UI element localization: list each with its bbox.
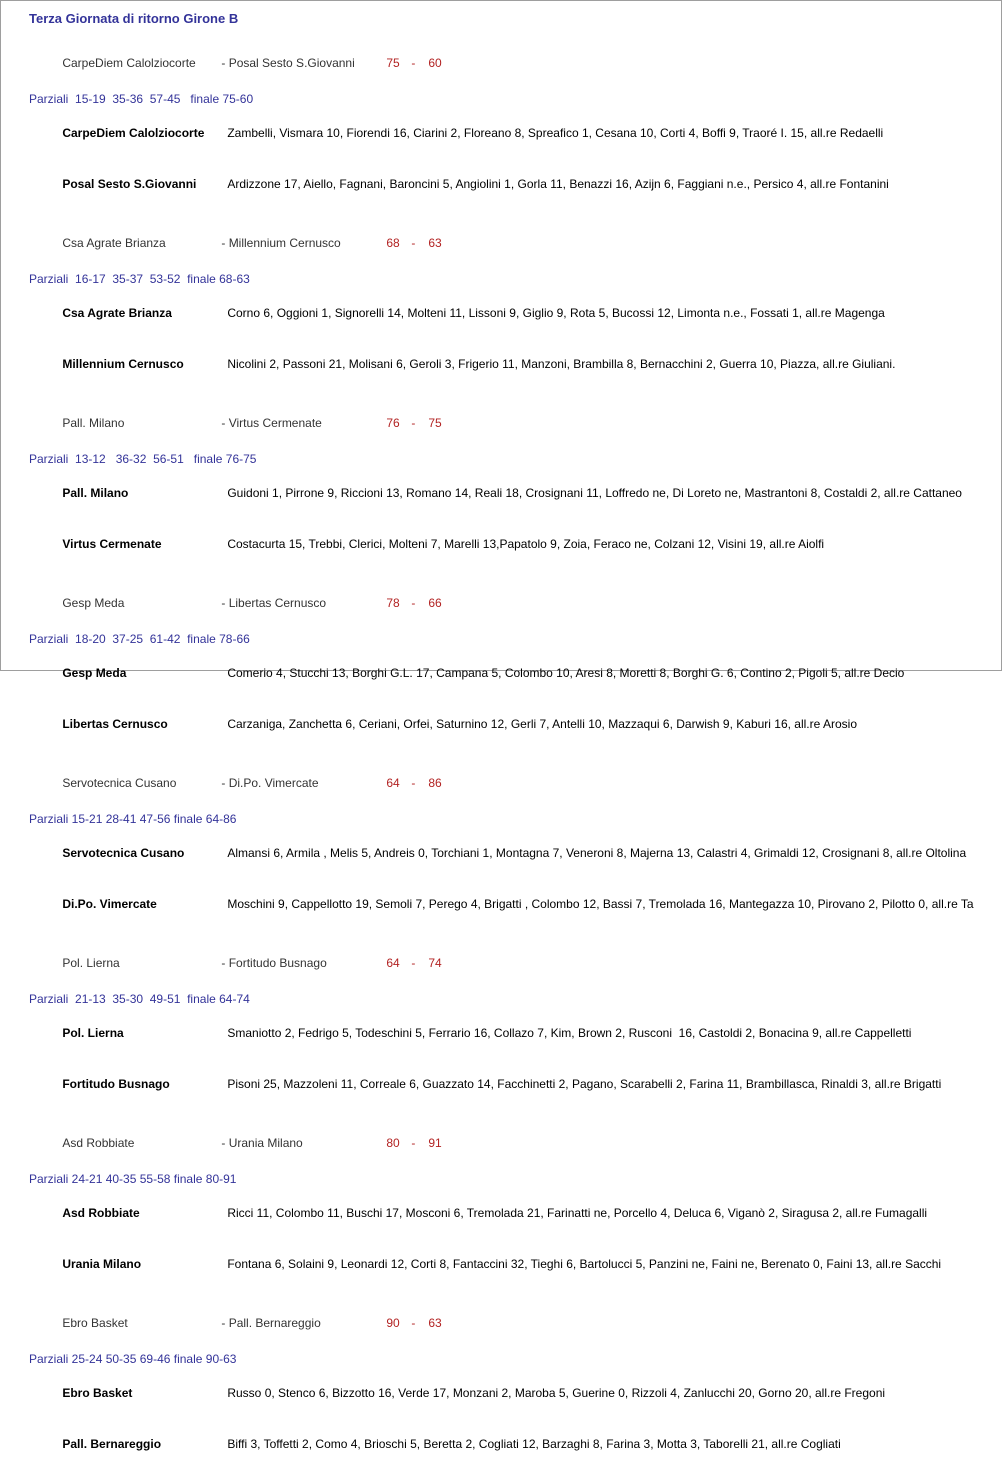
home-roster-row (29, 1008, 1001, 1059)
home-team-label: Csa Agrate Brianza (62, 306, 172, 320)
home-team-name: Pall. Milano (62, 416, 125, 430)
home-team-label: Ebro Basket (62, 1386, 133, 1400)
match-header-row (29, 218, 1001, 269)
away-team-label: Millennium Cernusco (62, 357, 184, 371)
home-roster: Zambelli, Vismara 10, Fiorendi 16, Ciarini 2, Floreano 8, Spreafico 1, Cesana 10, Corti 4, Boffi 9, Traoré I. 15, all.re Redaelli (227, 126, 884, 140)
away-team-name: Pall. Bernareggio (228, 1316, 321, 1330)
match-block (29, 1298, 1001, 1470)
away-team-cell (221, 415, 386, 432)
home-roster: Smaniotto 2, Fedrigo 5, Todeschini 5, Ferrario 16, Collazo 7, Kim, Brown 2, Rusconi 16, Castoldi 2, Bonacina 9, all.re Cappelletti (227, 1026, 912, 1040)
away-roster: Biffi 3, Toffetti 2, Como 4, Brioschi 5, Beretta 2, Cogliati 12, Barzaghi 8, Farina 3, Motta 3, Taborelli 21, all.re Cogliati (227, 1437, 841, 1451)
away-roster: Costacurta 15, Trebbi, Clerici, Molteni 7, Marelli 13,Papatolo 9, Zoia, Feraco ne, Colzani 12, Visini 19, all.re Aiolfi (227, 537, 825, 551)
final-score (386, 416, 441, 430)
home-roster: Guidoni 1, Pirrone 9, Riccioni 13, Romano 14, Reali 18, Crosignani 11, Loffredo ne, Di Loreto ne, Mastrantoni 8, Costaldi 2, all.re Cattaneo (227, 486, 962, 500)
away-roster-row (29, 159, 1001, 210)
away-team-name: Virtus Cermenate (228, 416, 322, 430)
away-team-cell (221, 955, 386, 972)
away-team-cell (221, 235, 386, 252)
away-team-name: Libertas Cernusco (228, 596, 327, 610)
away-roster: Fontana 6, Solaini 9, Leonardi 12, Corti 8, Fantaccini 32, Tieghi 6, Bartolucci 5, Panzini ne, Faini ne, Berenato 0, Faini 13, all.re Sacchi (227, 1257, 942, 1271)
away-team-cell (221, 1315, 386, 1332)
match-header-row (29, 398, 1001, 449)
match-header-row (29, 1118, 1001, 1169)
score-separator-dash: - (411, 956, 416, 970)
score-separator-dash: - (411, 596, 416, 610)
match-header-row (29, 938, 1001, 989)
away-roster-row (29, 699, 1001, 750)
away-roster-row (29, 879, 1001, 930)
away-score: 66 (428, 596, 442, 610)
away-team-label: Libertas Cernusco (62, 717, 168, 731)
match-block (29, 1118, 1001, 1290)
score-separator-dash: - (411, 1136, 416, 1150)
team-separator-dash: - (221, 56, 229, 70)
team-separator-dash: - (221, 1316, 229, 1330)
match-list (29, 38, 1001, 1470)
home-team-name: Pol. Lierna (62, 956, 120, 970)
match-header-row (29, 578, 1001, 629)
match-block (29, 578, 1001, 750)
partial-scores-line: Parziali 18-20 37-25 61-42 finale 78-66 (29, 632, 250, 646)
team-separator-dash: - (221, 1136, 229, 1150)
home-team-name: Gesp Meda (62, 596, 125, 610)
partial-scores-line: Parziali 25-24 50-35 69-46 finale 90-63 (29, 1352, 237, 1366)
page-title: Terza Giornata di ritorno Girone B (29, 11, 239, 26)
home-roster-row (29, 1188, 1001, 1239)
home-roster: Russo 0, Stenco 6, Bizzotto 16, Verde 17, Monzani 2, Maroba 5, Guerine 0, Rizzoli 4, Zanlucchi 20, Gorno 20, all.re Fregoni (227, 1386, 886, 1400)
team-separator-dash: - (221, 776, 229, 790)
away-team-name: Urania Milano (228, 1136, 303, 1150)
home-team-name: Asd Robbiate (62, 1136, 135, 1150)
team-separator-dash: - (221, 236, 229, 250)
away-team-cell (221, 775, 386, 792)
score-separator-dash: - (411, 236, 416, 250)
away-roster: Moschini 9, Cappellotto 19, Semoli 7, Perego 4, Brigatti , Colombo 12, Bassi 7, Tremolada 16, Mantegazza 10, Pirovano 2, Pilotto 0, all.re Ta (227, 897, 974, 911)
score-separator-dash: - (411, 776, 416, 790)
away-team-name: Millennium Cernusco (228, 236, 341, 250)
final-score (386, 236, 441, 250)
home-team-name: CarpeDiem Calolziocorte (62, 56, 196, 70)
results-page (1, 1, 1001, 1470)
match-block (29, 398, 1001, 570)
home-roster-row (29, 828, 1001, 879)
home-team-name: Servotecnica Cusano (62, 776, 177, 790)
home-roster: Ricci 11, Colombo 11, Buschi 17, Mosconi 6, Tremolada 21, Farinatti ne, Porcello 4, Deluca 6, Viganò 2, Siragusa 2, all.re Fumagalli (227, 1206, 928, 1220)
home-score: 64 (386, 956, 400, 970)
home-roster-row (29, 468, 1001, 519)
home-roster-row (29, 108, 1001, 159)
away-team-label: Pall. Bernareggio (62, 1437, 162, 1451)
away-score: 86 (428, 776, 442, 790)
home-team-name: Csa Agrate Brianza (62, 236, 166, 250)
home-roster: Comerio 4, Stucchi 13, Borghi G.L. 17, Campana 5, Colombo 10, Aresi 8, Moretti 8, Borghi G. 6, Contino 2, Pigoli 5, all.re Decio (227, 666, 905, 680)
home-score: 76 (386, 416, 400, 430)
team-separator-dash: - (221, 596, 229, 610)
away-team-label: Fortitudo Busnago (62, 1077, 170, 1091)
away-team-cell (221, 595, 386, 612)
partial-scores-line: Parziali 16-17 35-37 53-52 finale 68-63 (29, 272, 250, 286)
match-header-row (29, 758, 1001, 809)
final-score (386, 1136, 441, 1150)
final-score (386, 1316, 441, 1330)
home-score: 78 (386, 596, 400, 610)
home-score: 68 (386, 236, 400, 250)
partial-scores-line: Parziali 15-19 35-36 57-45 finale 75-60 (29, 92, 254, 106)
away-team-label: Di.Po. Vimercate (62, 897, 157, 911)
final-score (386, 596, 441, 610)
final-score (386, 956, 441, 970)
match-header-row (29, 38, 1001, 89)
home-score: 75 (386, 56, 400, 70)
away-score: 63 (428, 236, 442, 250)
home-roster: Almansi 6, Armila , Melis 5, Andreis 0, Torchiani 1, Montagna 7, Veneroni 8, Majerna 13, Calastri 4, Grimaldi 12, Crosignani 8, all.re Oltolina (227, 846, 967, 860)
away-score: 74 (428, 956, 442, 970)
partial-scores-line: Parziali 24-21 40-35 55-58 finale 80-91 (29, 1172, 237, 1186)
home-roster-row (29, 1368, 1001, 1419)
away-roster-row (29, 519, 1001, 570)
away-roster-row (29, 1419, 1001, 1470)
match-block (29, 938, 1001, 1110)
away-score: 91 (428, 1136, 442, 1150)
away-team-label: Urania Milano (62, 1257, 142, 1271)
away-team-name: Fortitudo Busnago (228, 956, 327, 970)
match-block (29, 218, 1001, 390)
away-roster-row (29, 1059, 1001, 1110)
away-team-cell (221, 1135, 386, 1152)
match-header-row (29, 1298, 1001, 1349)
score-separator-dash: - (411, 416, 416, 430)
home-score: 90 (386, 1316, 400, 1330)
match-block (29, 38, 1001, 210)
home-roster-row (29, 648, 1001, 699)
away-team-cell (221, 55, 386, 72)
away-team-name: Posal Sesto S.Giovanni (228, 56, 355, 70)
partial-scores-line: Parziali 21-13 35-30 49-51 finale 64-74 (29, 992, 250, 1006)
score-separator-dash: - (411, 56, 416, 70)
home-roster: Corno 6, Oggioni 1, Signorelli 14, Molteni 11, Lissoni 9, Giglio 9, Rota 5, Bucossi 12, Limonta n.e., Fossati 1, all.re Magenga (227, 306, 885, 320)
score-separator-dash: - (411, 1316, 416, 1330)
home-roster-row (29, 288, 1001, 339)
away-score: 63 (428, 1316, 442, 1330)
away-roster: Carzaniga, Zanchetta 6, Ceriani, Orfei, Saturnino 12, Gerli 7, Antelli 10, Mazzaqui 6, Darwish 9, Kaburi 16, all.re Arosio (227, 717, 857, 731)
home-team-label: Servotecnica Cusano (62, 846, 185, 860)
home-score: 80 (386, 1136, 400, 1150)
partial-scores-line: Parziali 13-12 36-32 56-51 finale 76-75 (29, 452, 257, 466)
home-team-label: Pol. Lierna (62, 1026, 124, 1040)
team-separator-dash: - (221, 956, 229, 970)
home-team-label: Asd Robbiate (62, 1206, 140, 1220)
away-roster: Pisoni 25, Mazzoleni 11, Correale 6, Guazzato 14, Facchinetti 2, Pagano, Scarabelli 2, Farina 11, Brambillasca, Rinaldi 3, all.re Brigatti (227, 1077, 942, 1091)
away-roster-row (29, 339, 1001, 390)
team-separator-dash: - (221, 416, 229, 430)
away-team-name: Di.Po. Vimercate (228, 776, 319, 790)
home-team-label: Pall. Milano (62, 486, 129, 500)
final-score (386, 776, 441, 790)
home-team-label: CarpeDiem Calolziocorte (62, 126, 205, 140)
away-roster-row (29, 1239, 1001, 1290)
away-roster: Ardizzone 17, Aiello, Fagnani, Baroncini 5, Angiolini 1, Gorla 11, Benazzi 16, Azijn 6, Faggiani n.e., Persico 4, all.re Fontanini (227, 177, 889, 191)
away-team-label: Virtus Cermenate (62, 537, 162, 551)
away-roster: Nicolini 2, Passoni 21, Molisani 6, Geroli 3, Frigerio 11, Manzoni, Brambilla 8, Bernacchini 2, Guerra 10, Piazza, all.re Giuliani. (227, 357, 896, 371)
home-team-label: Gesp Meda (62, 666, 127, 680)
final-score (386, 56, 441, 70)
away-team-label: Posal Sesto S.Giovanni (62, 177, 197, 191)
match-block (29, 758, 1001, 930)
partial-scores-line: Parziali 15-21 28-41 47-56 finale 64-86 (29, 812, 237, 826)
home-team-name: Ebro Basket (62, 1316, 128, 1330)
away-score: 75 (428, 416, 442, 430)
away-score: 60 (428, 56, 442, 70)
home-score: 64 (386, 776, 400, 790)
